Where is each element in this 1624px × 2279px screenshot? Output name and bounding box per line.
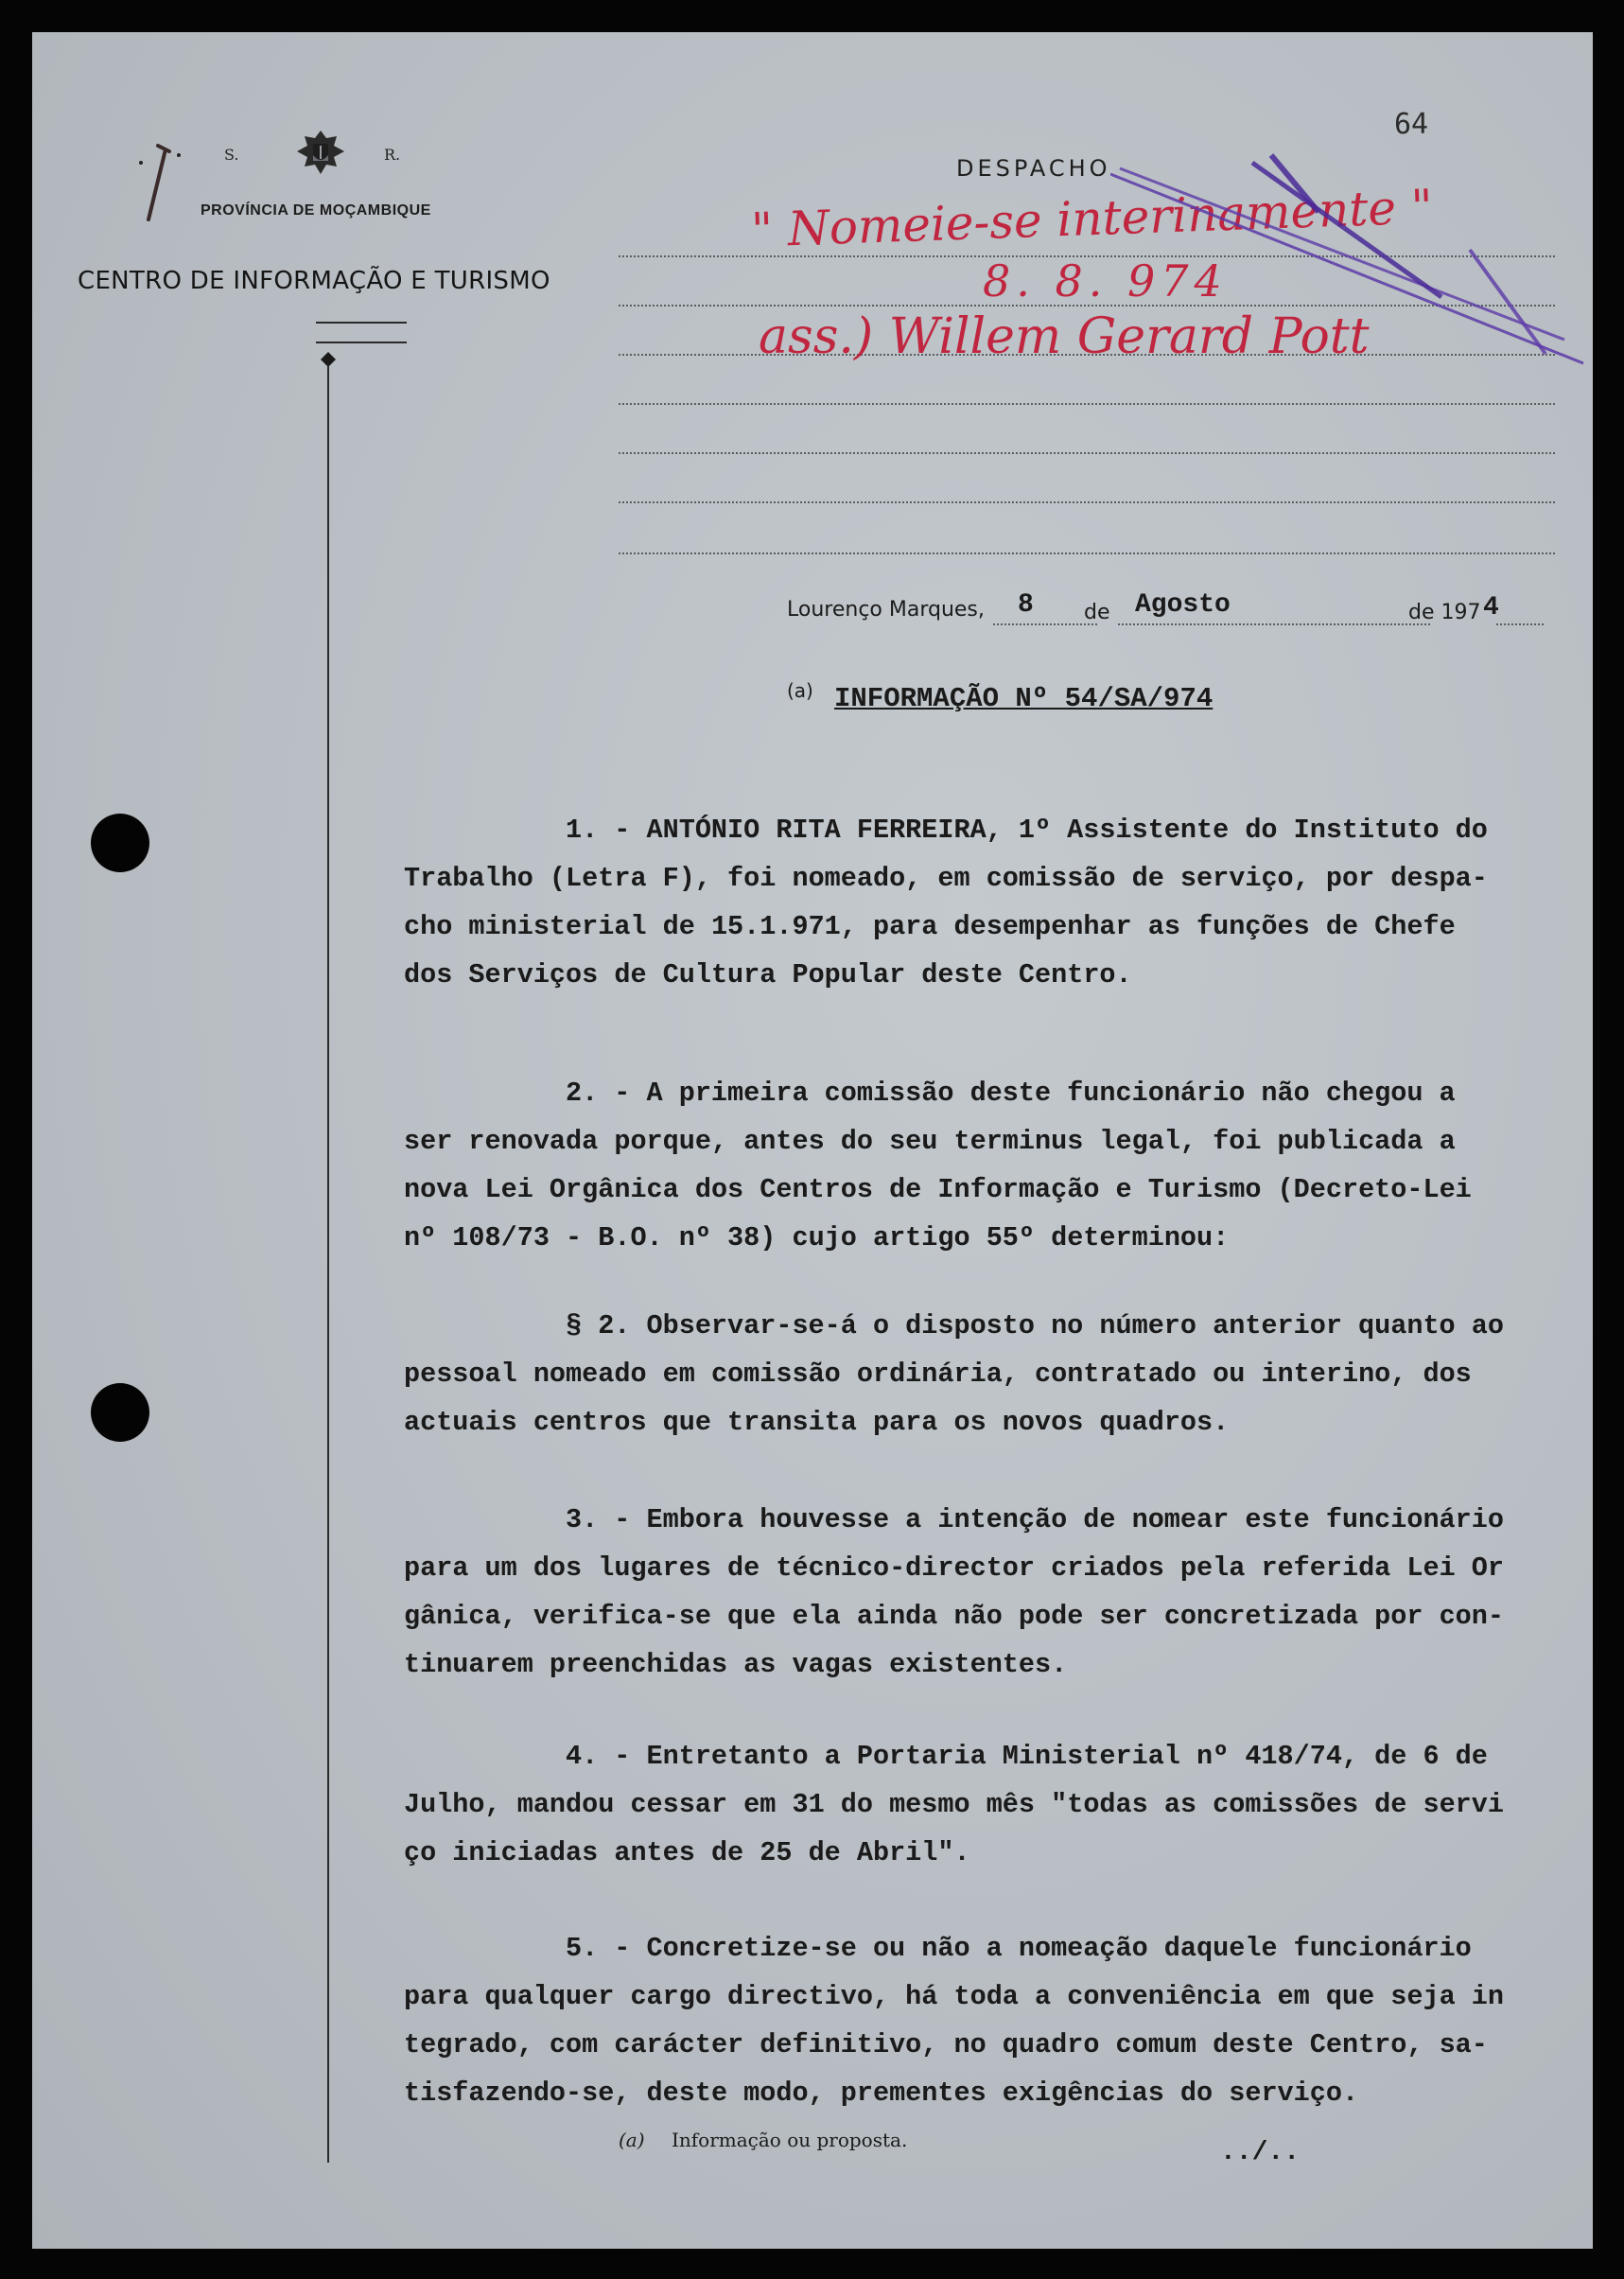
paragraph-line: pessoal nomeado em comissão ordinária, contratado ou interino, dos <box>404 1359 1472 1390</box>
paragraph-line: 3. - Embora houvesse a intenção de nomear este funcionário <box>566 1504 1504 1535</box>
page-number: 64 <box>1394 108 1429 141</box>
paragraph-4 <box>404 1732 1539 1877</box>
paragraph-2 <box>404 1069 1539 1262</box>
paragraph-2-quote <box>404 1302 1539 1446</box>
paragraph-line: 5. - Concretize-se ou não a nomeação daquele funcionário <box>566 1933 1472 1964</box>
date-de: de <box>1084 601 1110 624</box>
date-place: Lourenço Marques, <box>787 598 985 622</box>
paragraph-line: Julho, mandou cessar em 31 do mesmo mês "todas as comissões de servi <box>404 1789 1504 1820</box>
margin-line <box>327 365 329 2163</box>
r-letter: R. <box>384 146 401 164</box>
punch-hole <box>91 814 149 872</box>
paragraph-3 <box>404 1496 1539 1689</box>
despacho-dotted-line <box>619 452 1555 454</box>
despacho-signature: ass.) Willem Gerard Pott <box>759 308 1370 365</box>
s-letter: S. <box>224 146 239 164</box>
date-month: Agosto <box>1135 590 1231 620</box>
paragraph-line: actuais centros que transita para os novos quadros. <box>404 1407 1230 1438</box>
paragraph-line: 1. - ANTÓNIO RITA FERREIRA, 1º Assistente do Instituto do <box>566 815 1488 846</box>
paragraph-line: nº 108/73 - B.O. nº 38) cujo artigo 55º determinou: <box>404 1222 1230 1253</box>
despacho-handwritten-date: 8. 8. 974 <box>983 255 1228 307</box>
paragraph-line: cho ministerial de 15.1.971, para desempenhar as funções de Chefe <box>404 911 1456 942</box>
paragraph-line: dos Serviços de Cultura Popular deste Centro. <box>404 959 1132 990</box>
document-title: INFORMAÇÃO Nº 54/SA/974 <box>834 683 1214 714</box>
date-dotted-line <box>1496 623 1544 625</box>
pencil-mark <box>113 108 188 250</box>
date-dotted-line <box>1118 623 1430 625</box>
date-dotted-line <box>993 623 1097 625</box>
province-name: PROVÍNCIA DE MOÇAMBIQUE <box>201 202 431 219</box>
paragraph-line: nova Lei Orgânica dos Centros de Informação e Turismo (Decreto-Lei <box>404 1174 1472 1205</box>
paragraph-line: ser renovada porque, antes do seu terminus legal, foi publicada a <box>404 1126 1456 1157</box>
header-rule-2 <box>316 342 407 343</box>
paragraph-line: 4. - Entretanto a Portaria Ministerial nº 418/74, de 6 de <box>566 1741 1488 1772</box>
punch-hole <box>91 1383 149 1442</box>
paragraph-line: ço iniciadas antes de 25 de Abril". <box>404 1837 970 1868</box>
paragraph-line: tisfazendo-se, deste modo, prementes exigências do serviço. <box>404 2077 1359 2109</box>
paragraph-line: gânica, verifica-se que ela ainda não pode ser concretizada por con- <box>404 1601 1504 1632</box>
paragraph-line: para qualquer cargo directivo, há toda a conveniência em que seja in <box>404 1981 1504 2012</box>
footnote-text: Informação ou proposta. <box>672 2129 908 2151</box>
office-name: CENTRO DE INFORMAÇÃO E TURISMO <box>78 267 550 295</box>
title-marker: (a) <box>787 679 813 702</box>
paragraph-line: Trabalho (Letra F), foi nomeado, em comissão de serviço, por despa- <box>404 863 1488 894</box>
header-rule-1 <box>316 322 407 324</box>
paragraph-line: § 2. Observar-se-á o disposto no número anterior quanto ao <box>566 1310 1504 1341</box>
paragraph-line: tinuarem preenchidas as vagas existentes. <box>404 1649 1068 1680</box>
despacho-dotted-line <box>619 552 1555 554</box>
despacho-dotted-line <box>619 403 1555 405</box>
coat-of-arms-icon <box>288 127 354 184</box>
document-page <box>32 32 1593 2249</box>
paragraph-line: para um dos lugares de técnico-director criados pela referida Lei Or <box>404 1552 1504 1584</box>
pen-strokes <box>1110 117 1593 382</box>
date-day: 8 <box>1018 590 1034 620</box>
paragraph-line: tegrado, com carácter definitivo, no quadro comum deste Centro, sa- <box>404 2029 1488 2060</box>
paragraph-5 <box>404 1924 1539 2117</box>
despacho-handwritten-line-1: " Nomeie-se interinamente " <box>750 179 1434 258</box>
despacho-dotted-line <box>619 501 1555 503</box>
footnote-marker: (a) <box>619 2129 645 2151</box>
continuation-mark: ../.. <box>1220 2138 1301 2167</box>
paragraph-line: 2. - A primeira comissão deste funcionário não chegou a <box>566 1078 1456 1109</box>
paragraph-1 <box>404 806 1539 999</box>
despacho-label: DESPACHO <box>956 155 1111 182</box>
date-year-prefix: de 197 <box>1408 601 1481 624</box>
date-year-digit: 4 <box>1483 593 1499 622</box>
